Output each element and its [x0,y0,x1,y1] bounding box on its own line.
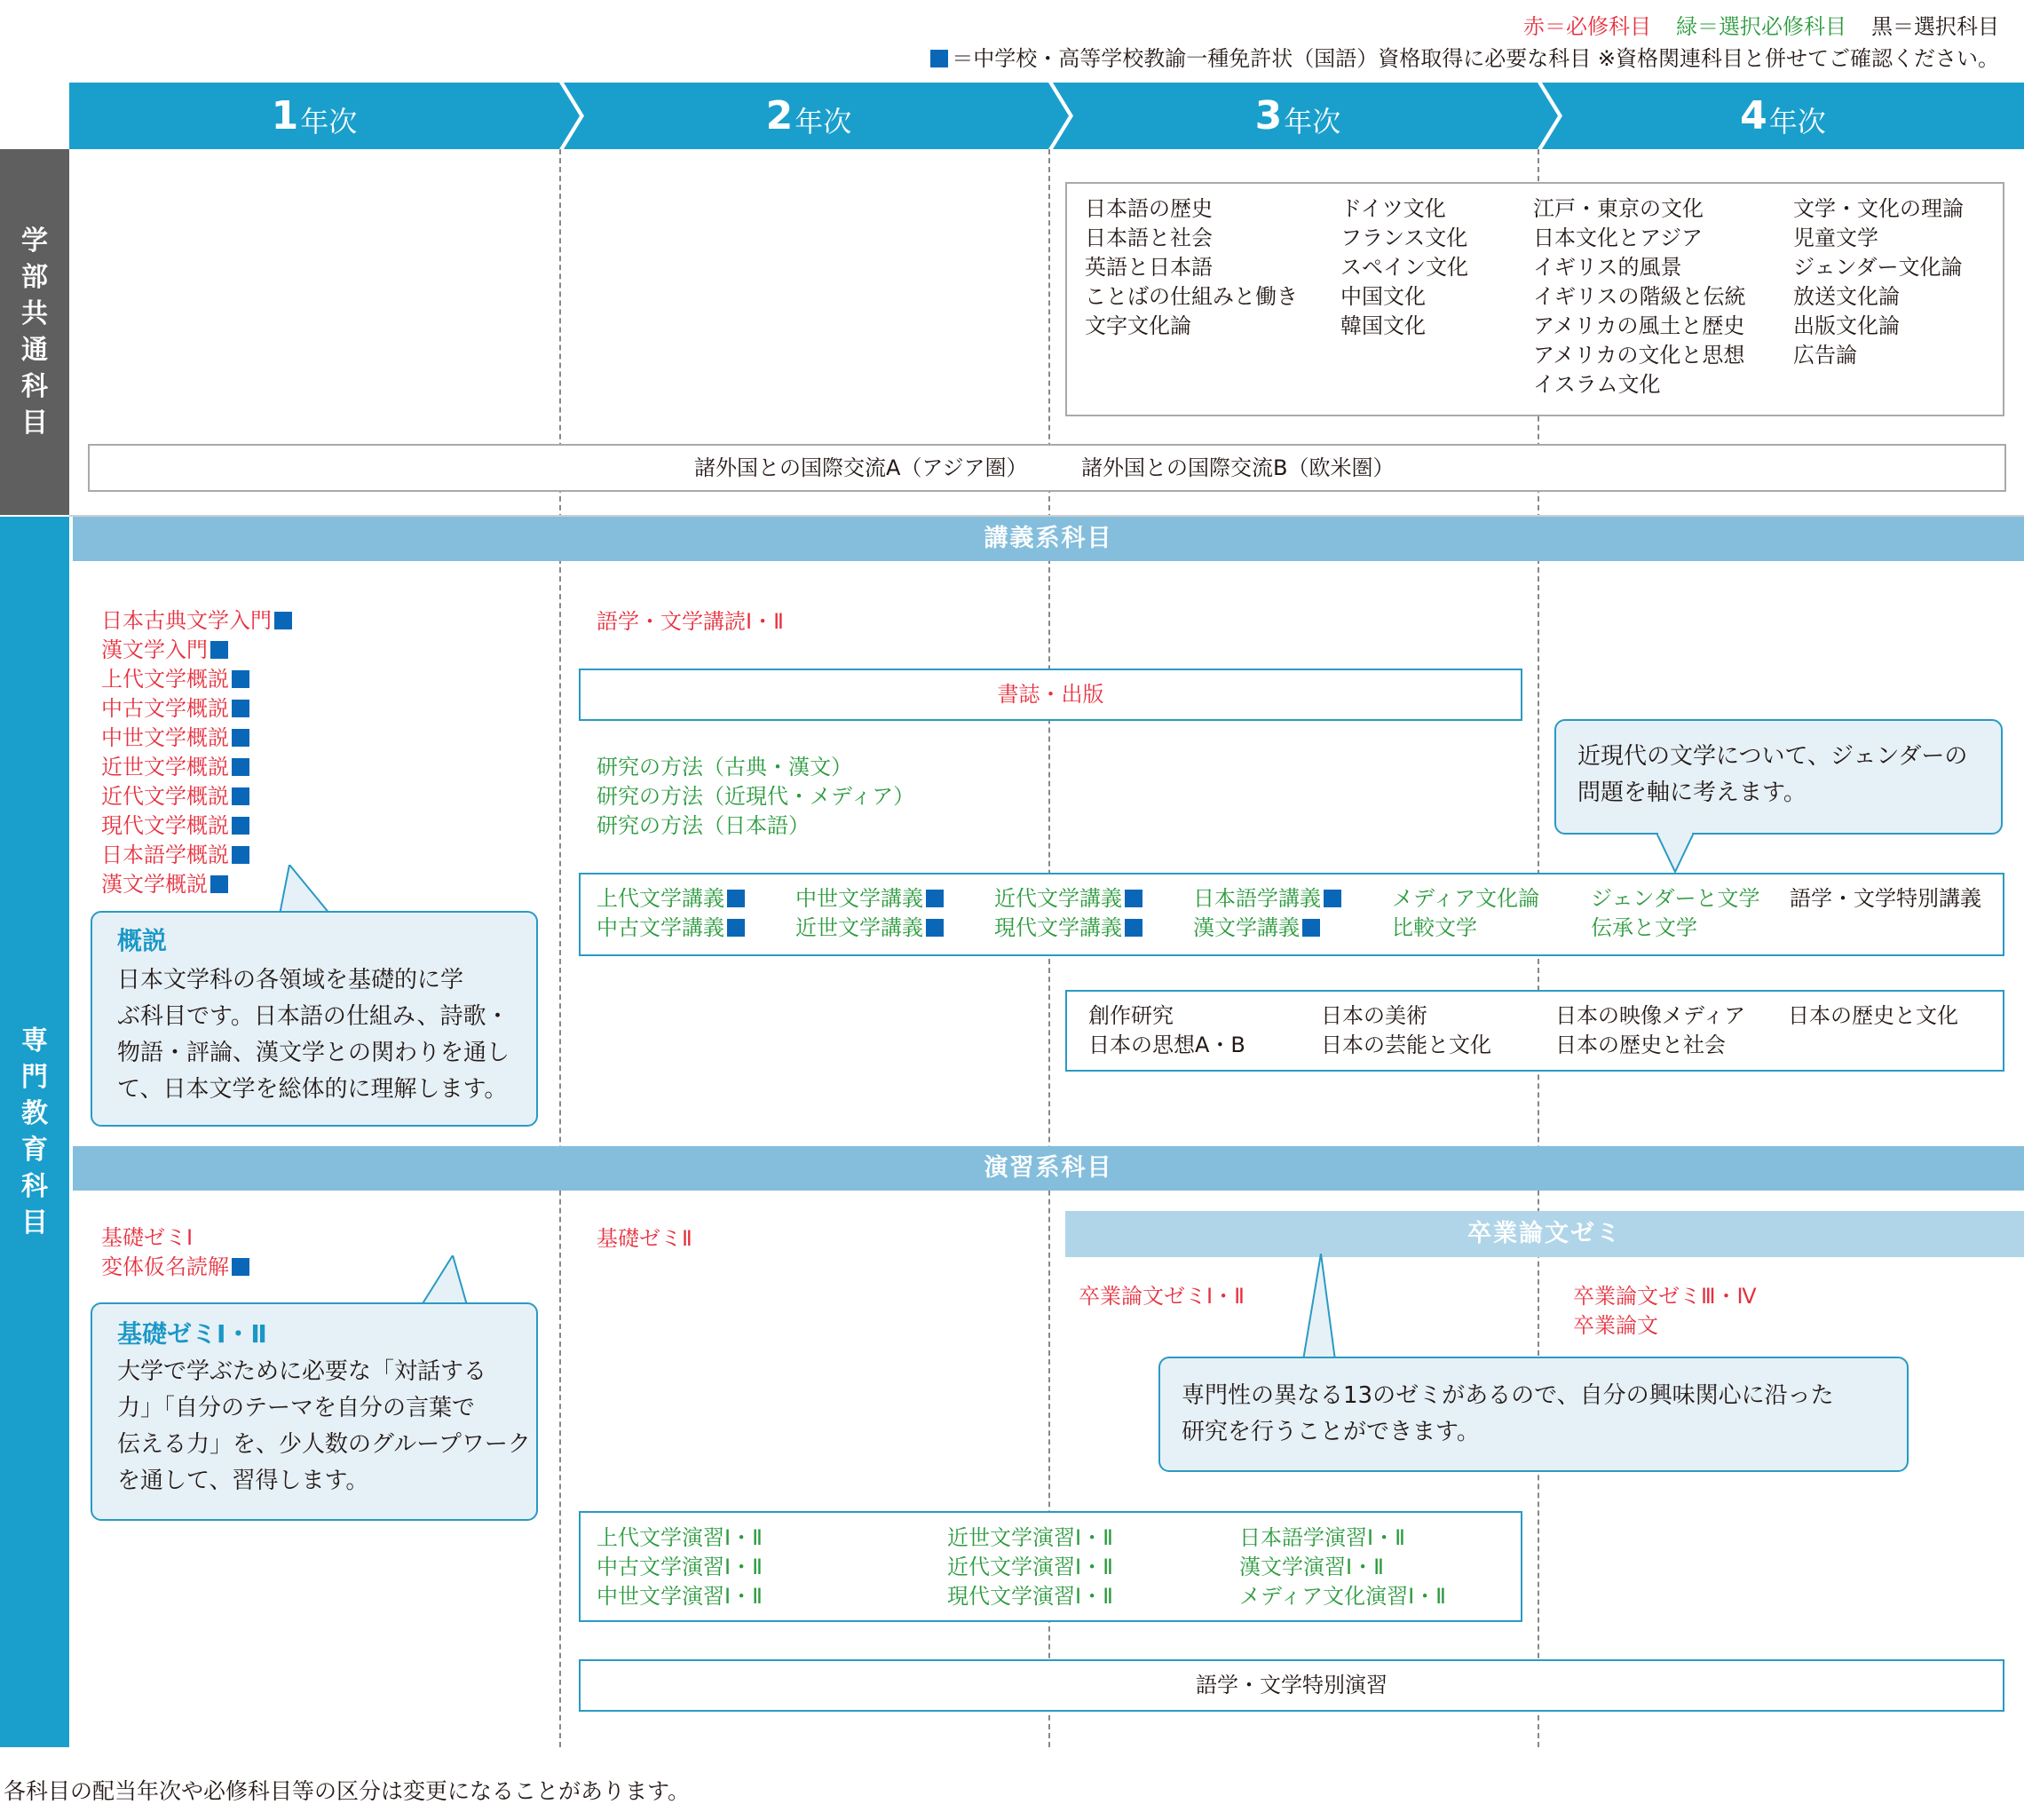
footnote: 各科目の配当年次や必修科目等の区分は変更になることがあります。 [4,1778,691,1804]
license-square-icon [1125,890,1142,907]
license-square-icon [727,890,745,907]
lecture-year1-list: 日本古典文学入門 漢文学入門 上代文学概説 中古文学概説 中世文学概説 近世文学概説 近代文学概説 現代文学概説 日本語学概説 漢文学概説 [101,606,292,899]
common-col-4: 文学・文化の理論 児童文学 ジェンダー文化論 放送文化論 出版文化論 広告論 [1793,196,1964,368]
year-4-label: 4 年次 [1740,93,1826,138]
enshu-col-1: 上代文学演習Ⅰ・Ⅱ 中古文学演習Ⅰ・Ⅱ 中世文学演習Ⅰ・Ⅱ [597,1525,763,1609]
others-col-4: 日本の歴史と文化 [1788,1003,1958,1028]
common-col-2: ドイツ文化 フランス文化 スペイン文化 中国文化 韓国文化 [1340,196,1468,338]
practice-header: 演習系科目 [73,1146,2024,1191]
license-square-icon [930,50,948,67]
legend-elective-required: 緑＝選択必修科目 [1676,14,1846,39]
year-divider-1 [559,149,561,1747]
practice-year4-list: 卒業論文ゼミⅢ・Ⅳ 卒業論文 [1573,1284,1757,1338]
year-1-label: 1 年次 [271,93,358,138]
koki-col-3: 近代文学講義 現代文学講義 [994,884,1142,943]
exchange-box [88,444,2006,492]
license-square-icon [232,1258,249,1276]
license-square-icon [1302,919,1320,937]
sotsuron-callout-pointer [1296,1254,1367,1360]
license-square-icon [1324,890,1341,907]
license-square-icon [926,890,944,907]
sotsuron-header: 卒業論文ゼミ [1065,1211,2024,1257]
koki-col-4: 日本語学講義 漢文学講義 [1193,884,1341,943]
gaisetsu-callout-pointer [266,865,337,914]
legend-required: 赤＝必修科目 [1523,14,1651,39]
side-common-subjects: 学 部 共 通 科 目 [0,149,69,515]
shoshi-label: 書誌・出版 [997,682,1104,707]
legend-line-2 [930,44,1999,74]
methods-list: 研究の方法（古典・漢文） 研究の方法（近現代・メディア） 研究の方法（日本語） [597,755,915,838]
gender-callout: 近現代の文学について、ジェンダーの問題を軸に考えます。 [1554,719,2003,835]
year-3-label: 3 年次 [1254,93,1341,138]
license-square-icon [232,846,249,864]
license-square-icon [727,919,745,937]
license-square-icon [210,641,228,659]
license-square-icon [274,612,292,629]
license-square-icon [232,817,249,835]
common-col-3: 江戸・東京の文化 日本文化とアジア イギリス的風景 イギリスの階級と伝統 アメリカの風土と歴史 アメリカの文化と思想 イスラム文化 [1533,196,1746,397]
zemi-callout: 基礎ゼミⅠ・Ⅱ 大学で学ぶために必要な「対話する 力」「自分のテーマを自分の言葉で 伝える力」を、少人数のグループワーク を通して、習得します。 [91,1302,538,1521]
license-square-icon [210,875,228,893]
exchange-b: 諸外国との国際交流B（欧米圏） [1081,455,1395,480]
legend-elective: 黒＝選択科目 [1871,14,1999,39]
side-specialized-subjects: 専 門 教 育 科 目 [0,517,69,1747]
license-square-icon [232,700,249,717]
koki-col-1: 上代文学講義 中古文学講義 [597,884,745,943]
legend-license: ＝中学校・高等学校教諭一種免許状（国語）資格取得に必要な科目 ※資格関連科目と併せてご確認ください。 [952,46,1999,71]
sotsuron-callout: 専門性の異なる13のゼミがあるので、自分の興味関心に沿った 研究を行うことができます。 [1158,1357,1909,1472]
practice-year3: 卒業論文ゼミⅠ・Ⅱ [1079,1284,1245,1309]
license-square-icon [926,919,944,937]
lecture-year2-reading: 語学・文学講読Ⅰ・Ⅱ [597,609,784,634]
koki-col-2: 中世文学講義 近世文学講義 [795,884,944,943]
enshu-col-2: 近世文学演習Ⅰ・Ⅱ 近代文学演習Ⅰ・Ⅱ 現代文学演習Ⅰ・Ⅱ [947,1525,1113,1609]
koki-col-7: 語学・文学特別講義 [1790,886,1981,911]
gender-callout-pointer [1656,833,1703,874]
license-square-icon [232,758,249,776]
common-col-1: 日本語の歴史 日本語と社会 英語と日本語 ことばの仕組みと働き 文字文化論 [1085,196,1298,338]
others-col-3: 日本の映像メディア 日本の歴史と社会 [1555,1003,1746,1057]
zemi-callout-pointer [408,1255,479,1305]
practice-year1-list: 基礎ゼミⅠ 変体仮名読解 [101,1223,249,1282]
year-2-label: 2 年次 [765,93,852,138]
practice-year2: 基礎ゼミⅡ [597,1226,692,1251]
exchange-a: 諸外国との国際交流A（アジア圏） [694,455,1028,480]
license-square-icon [232,729,249,747]
koki-col-5: メディア文化論 比較文学 [1392,886,1540,940]
enshu-col-3: 日本語学演習Ⅰ・Ⅱ 漢文学演習Ⅰ・Ⅱ メディア文化演習Ⅰ・Ⅱ [1239,1525,1446,1609]
others-col-2: 日本の美術 日本の芸能と文化 [1321,1003,1491,1057]
gaisetsu-callout: 概説 日本文学科の各領域を基礎的に学 ぶ科目です。日本語の仕組み、詩歌・ 物語・評論、漢文学との関わりを通し て、日本文学を総体的に理解します。 [91,911,538,1127]
koki-col-6: ジェンダーと文学 伝承と文学 [1591,886,1760,940]
others-col-1: 創作研究 日本の思想A・B [1088,1003,1245,1057]
legend-line-1 [1523,12,1999,42]
license-square-icon [232,670,249,688]
special-practice-label: 語学・文学特別演習 [1196,1673,1388,1697]
lecture-header: 講義系科目 [73,517,2024,561]
license-square-icon [232,787,249,805]
license-square-icon [1125,919,1142,937]
